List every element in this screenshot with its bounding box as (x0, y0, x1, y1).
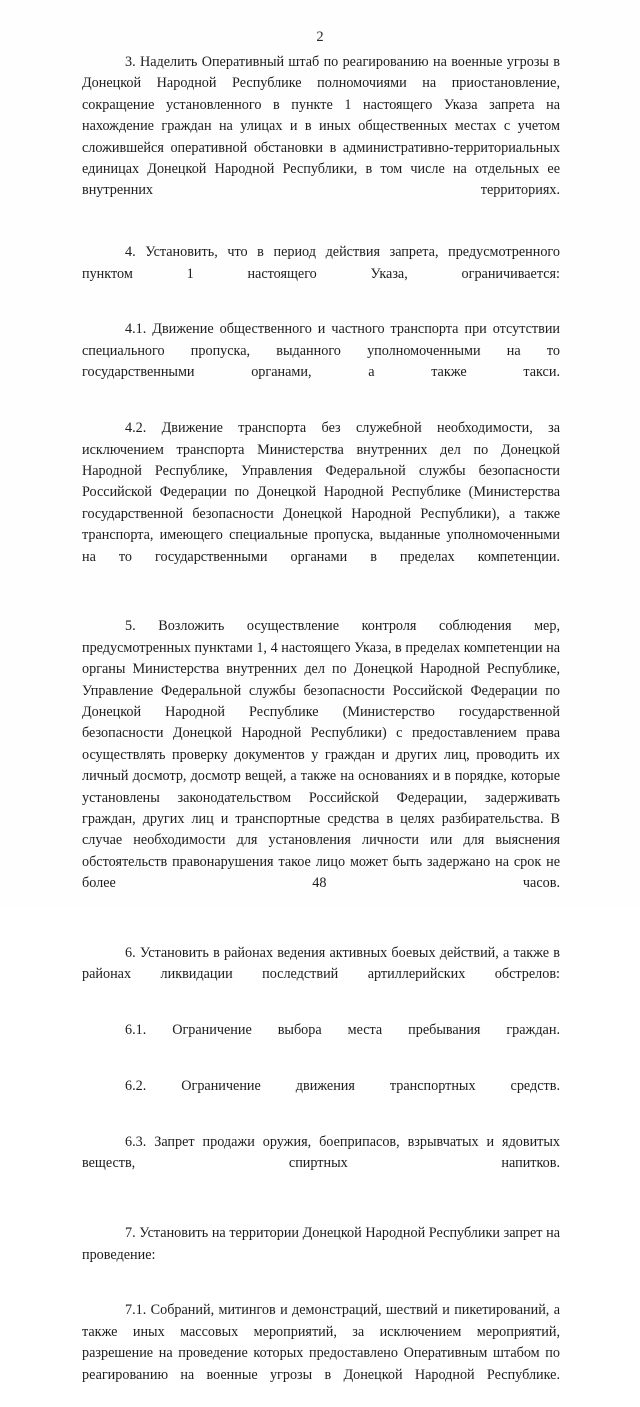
paragraph-clause-4: 4. Установить, что в период действия запрета, предусмотренного пунктом 1 настоящего Указа, ограничивается: (82, 244, 560, 282)
paragraph-clause-6-1: 6.1. Ограничение выбора места пребывания граждан. (125, 1022, 560, 1039)
paragraph-clause-4-2: 4.2. Движение транспорта без служебной необходимости, за исключением транспорта Министерства внутренних дел по Донецкой Народной Республике, Управления Федеральной службы безопасности Российской Федерации по Донецкой Народной Республике (Министерства государственной безопасности Донецкой Народной Республики), а также транспорта, имеющего специальные пропуска, выданные уполномоченными на то государственными органами в пределах компетенции. (82, 420, 560, 565)
paragraph-clause-6-2: 6.2. Ограничение движения транспортных средств. (125, 1078, 560, 1095)
paragraph-clause-7-1: 7.1. Собраний, митингов и демонстраций, шествий и пикетирований, а также иных массовых мероприятий, за исключением мероприятий, разрешение на проведение которых предоставлено Оперативным штабом по реагированию на военные угрозы в Донецкой Народной Республике. (82, 1302, 560, 1383)
paragraph-clause-6-3: 6.3. Запрет продажи оружия, боеприпасов, взрывчатых и ядовитых веществ, спиртных напитков. (82, 1133, 560, 1172)
paragraph-clause-3: 3. Наделить Оперативный штаб по реагированию на военные угрозы в Донецкой Народной Республике полномочиями на приостановление, сокращение установленного в пункте 1 настоящего Указа запрета на нахождение граждан на улицах и в иных общественных местах с учетом сложившейся оперативной обстановки в административно-территориальных единицах Донецкой Народной Республики, в том числе на отдельных ее внутренних территориях. (82, 54, 560, 199)
paragraph-clause-5: 5. Возложить осуществление контроля соблюдения мер, предусмотренных пунктами 1, 4 настоящего Указа, в пределах компетенции на органы Министерства внутренних дел по Донецкой Народной Республике, Управление Федеральной службы безопасности Российской Федерации по Донецкой Народной Республике (Министерство государственной безопасности Донецкой Народной Республики) с предоставлением права осуществлять проверку документов у граждан и других лиц, проводить их личный досмотр, досмотр вещей, а также на основаниях и в порядке, которые установлены законодательством Российской Федерации, задерживать граждан, других лиц и транспортные средства в целях разбирательства. В случае необходимости для установления личности или для выяснения обстоятельств правонарушения такое лицо может быть задержано на срок не более 48 часов. (82, 618, 560, 892)
paragraph-clause-4-1: 4.1. Движение общественного и частного транспорта при отсутствии специального пропуска, выданного уполномоченными на то государственными органами, а также такси. (82, 321, 560, 381)
page-number: 2 (316, 29, 324, 45)
paragraph-clause-6: 6. Установить в районах ведения активных боевых действий, а также в районах ликвидации последствий артиллерийских обстрелов: (82, 945, 560, 983)
document-body (82, 52, 560, 1407)
paragraph-clause-7: 7. Установить на территории Донецкой Народной Республики запрет на проведение: (82, 1225, 560, 1263)
